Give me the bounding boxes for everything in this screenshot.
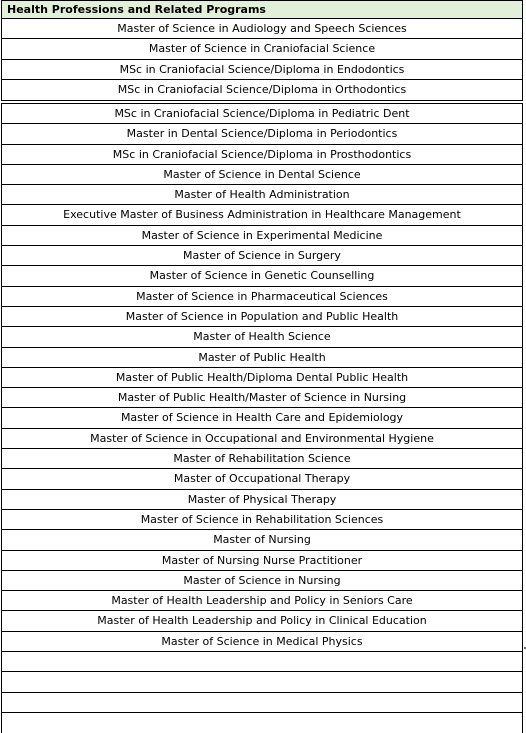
table-row: Master of Science in Rehabilitation Sciences	[2, 510, 522, 530]
table-row: Master of Rehabilitation Science	[2, 449, 522, 469]
table-row: Master of Health Science	[2, 327, 522, 347]
table-row: Master of Science in Experimental Medicine	[2, 226, 522, 246]
table-row: Master of Science in Genetic Counselling	[2, 266, 522, 286]
table-row	[2, 693, 522, 713]
table-row: Master of Occupational Therapy	[2, 469, 522, 489]
program-table-group-1	[1, 19, 523, 101]
table-row: MSc in Craniofacial Science/Diploma in Prosthodontics	[2, 145, 522, 165]
table-row: Master of Science in Population and Public Health	[2, 307, 522, 327]
program-table-group-2	[1, 103, 523, 733]
table-row: Master of Science in Audiology and Speech Sciences	[2, 19, 522, 39]
table-row: Executive Master of Business Administration in Healthcare Management	[2, 205, 522, 225]
table-row: Master of Science in Craniofacial Science	[2, 39, 522, 59]
table-row: Master of Public Health	[2, 348, 522, 368]
table-row: Master in Dental Science/Diploma in Periodontics	[2, 124, 522, 144]
table-row	[2, 652, 522, 672]
table-row: MSc in Craniofacial Science/Diploma in Orthodontics	[117, 82, 407, 96]
table-row: Master of Physical Therapy	[2, 490, 522, 510]
table-row: Master of Science in Nursing	[2, 571, 522, 591]
table-row: Master of Science in Health Care and Epidemiology	[2, 408, 522, 428]
table-row: Master of Nursing	[2, 530, 522, 550]
table-row: Master of Science in Dental Science	[2, 165, 522, 185]
table-row: Master of Science in Medical Physics	[2, 632, 522, 652]
table-row: Master of Health Leadership and Policy in Seniors Care	[2, 591, 522, 611]
table-row: Master of Health Administration	[2, 185, 522, 205]
table-row: Master of Science in Occupational and Environmental Hygiene	[2, 429, 522, 449]
table-row: Master of Science in Pharmaceutical Sciences	[2, 287, 522, 307]
table-row: Master of Nursing Nurse Practitioner	[2, 551, 522, 571]
table-row: Master of Public Health/Master of Science in Nursing	[2, 388, 522, 408]
table-row	[2, 713, 522, 733]
table-row	[2, 672, 522, 692]
table-row: Master of Science in Surgery	[2, 246, 522, 266]
table-row: MSc in Craniofacial Science/Diploma in Pediatric Dent	[2, 104, 522, 124]
table-row: MSc in Craniofacial Science/Diploma in Endodontics	[2, 60, 522, 80]
table-row: Master of Health Leadership and Policy in Clinical Education	[2, 611, 522, 631]
table-row: Master of Public Health/Diploma Dental Public Health	[2, 368, 522, 388]
table-header: Health Professions and Related Programs	[1, 0, 523, 19]
